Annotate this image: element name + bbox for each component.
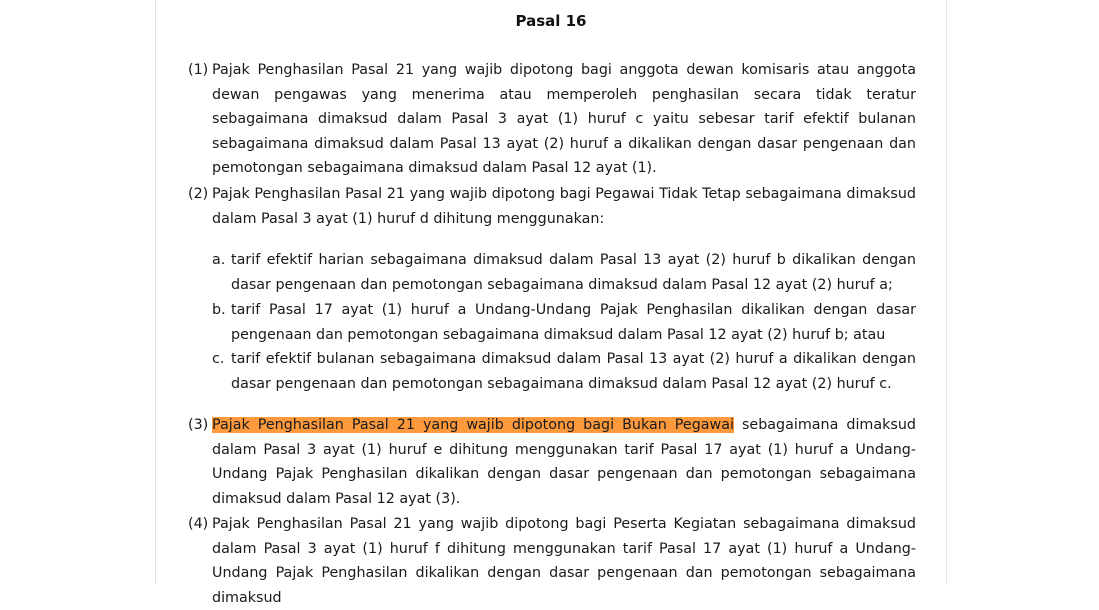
page-title: Pasal 16 [515, 12, 587, 30]
paragraph-number: (4) [188, 516, 209, 532]
paragraph-text [212, 413, 916, 511]
list-item-text: tarif efektif harian sebagaimana dimaksud dalam Pasal 13 ayat (2) huruf b dikalikan dengan dasar pengenaan dan pemotongan sebagaimana dimaksud dalam Pasal 12 ayat (2) huruf a; [231, 252, 916, 293]
paragraph-text: Pajak Penghasilan Pasal 21 yang wajib dipotong bagi Pegawai Tidak Tetap sebagaimana dimaksud dalam Pasal 3 ayat (1) huruf d dihitung menggunakan: [212, 186, 916, 227]
paragraph-3 [188, 413, 916, 511]
list-item-label: a. [212, 252, 226, 268]
paragraph-number: (3) [188, 417, 209, 433]
list-item-a [212, 248, 916, 297]
paragraph-text: Pajak Penghasilan Pasal 21 yang wajib dipotong bagi Peserta Kegiatan sebagaimana dimaksud dalam Pasal 3 ayat (1) huruf f dihitung menggunakan tarif Pasal 17 ayat (1) huruf a Undang-Undang Pajak Penghasilan dikalikan dengan dasar pengenaan dan pemotongan sebagaimana dimaksud [212, 516, 916, 606]
paragraph-1 [188, 58, 916, 181]
paragraph-number: (2) [188, 186, 209, 202]
paragraph-4 [188, 512, 916, 610]
list-item-c [212, 347, 916, 396]
paragraph-number: (1) [188, 62, 209, 78]
paragraph-text: Pajak Penghasilan Pasal 21 yang wajib dipotong bagi anggota dewan komisaris atau anggota dewan pengawas yang menerima atau memperoleh penghasilan secara tidak teratur sebagaimana dimaksud dalam Pasal 3 ayat (1) huruf c yaitu sebesar tarif efektif bulanan sebagaimana dimaksud dalam Pasal 13 ayat (2) huruf a dikalikan dengan dasar pengenaan dan pemotongan sebagaimana dimaksud dalam Pasal 12 ayat (1). [212, 62, 916, 177]
list-item-text: tarif efektif bulanan sebagaimana dimaksud dalam Pasal 13 ayat (2) huruf a dikalikan dengan dasar pengenaan dan pemotongan sebagaimana dimaksud dalam Pasal 12 ayat (2) huruf c. [231, 351, 916, 392]
highlighted-text[interactable]: Pajak Penghasilan Pasal 21 yang wajib dipotong bagi Bukan Pegawai [212, 417, 734, 433]
list-item-b [212, 298, 916, 347]
list-item-label: c. [212, 351, 225, 367]
list-item-text: tarif Pasal 17 ayat (1) huruf a Undang-Undang Pajak Penghasilan dikalikan dengan dasar pengenaan dan pemotongan sebagaimana dimaksud dalam Pasal 12 ayat (2) huruf b; atau [231, 302, 916, 343]
paragraph-2 [188, 182, 916, 231]
list-item-label: b. [212, 302, 226, 318]
paragraph-text-rest: sebagaimana dimaksud dalam Pasal 3 ayat (1) huruf e dihitung menggunakan tarif Pasal 17 ayat (1) huruf a Undang-Undang Pajak Penghasilan dikalikan dengan dasar pengenaan dan pemotongan sebagaimana dimaksud dalam Pasal 12 ayat (3). [212, 417, 916, 507]
document-page [155, 0, 947, 606]
